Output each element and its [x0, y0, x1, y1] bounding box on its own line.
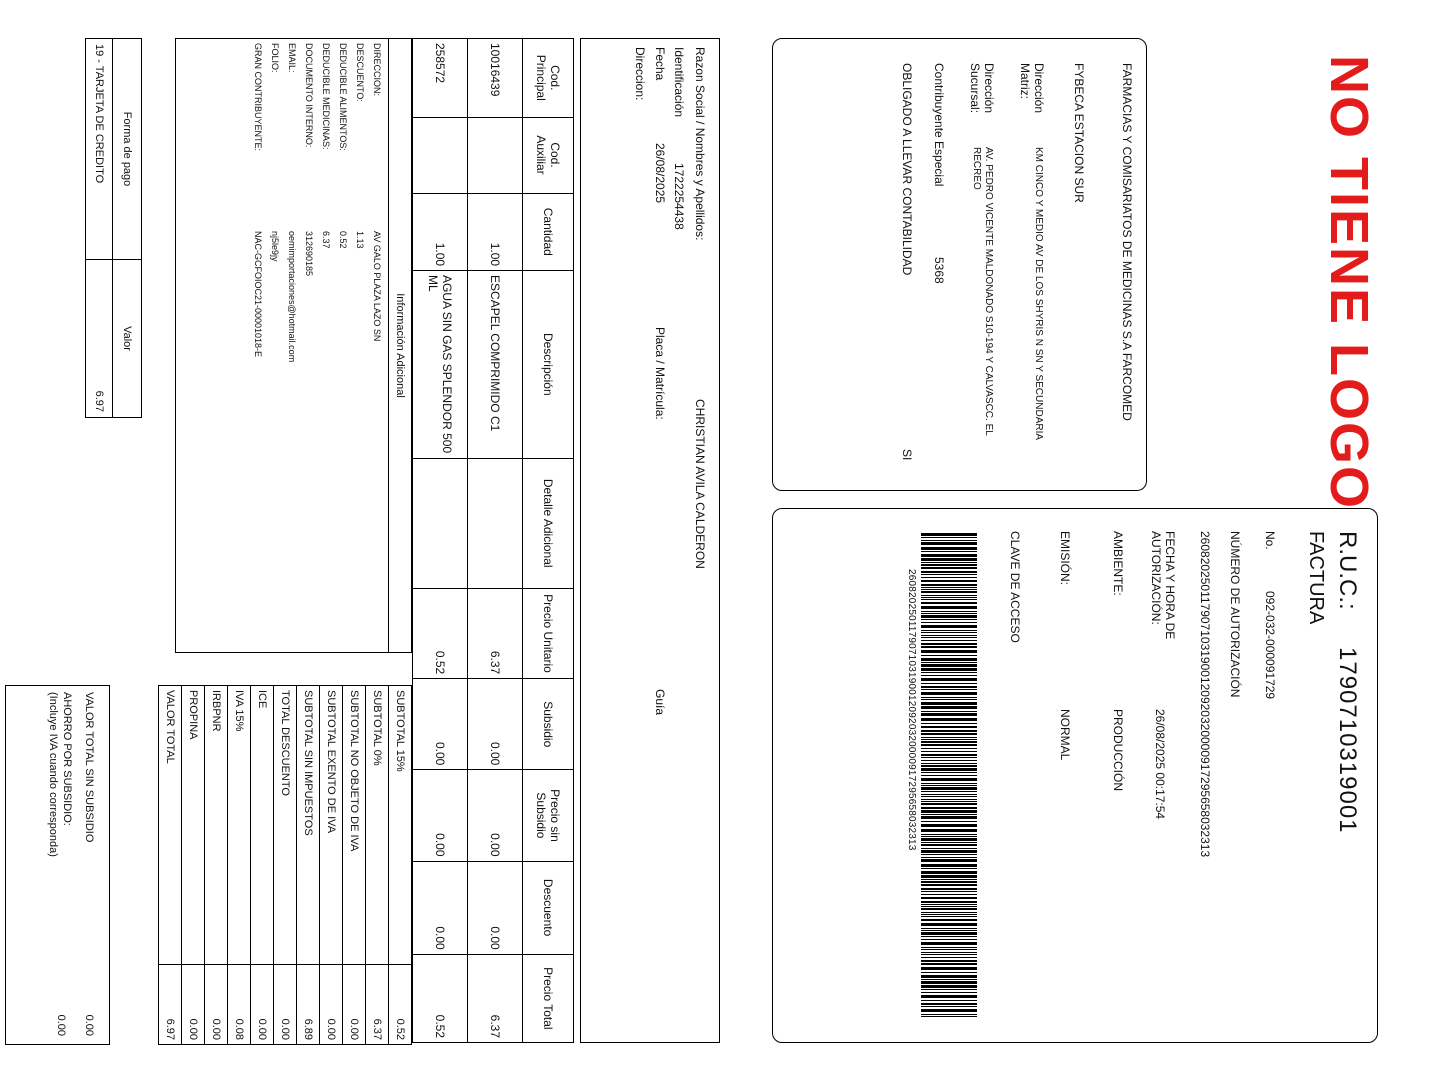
issue-date-label: Fecha: [653, 47, 667, 81]
info-value: 312690185: [304, 231, 314, 277]
barcode-bar: [921, 591, 977, 593]
barcode-bar: [921, 939, 977, 940]
barcode-bar: [921, 741, 977, 743]
barcode-graphic: [921, 531, 977, 1021]
barcode-bar: [921, 783, 977, 784]
barcode-bar: [921, 635, 977, 636]
info-value: NAC-GCFOIOC21-00001018-E: [253, 231, 263, 358]
barcode-bar: [921, 567, 977, 569]
payment-method: 19 - TARJETA DE CREDITO: [86, 39, 113, 260]
barcode-bar: [921, 916, 977, 917]
table-row: [468, 39, 523, 1043]
barcode-bar: [921, 597, 977, 598]
barcode-bar: [921, 949, 977, 950]
barcode-bar: [921, 960, 977, 962]
barcode-bar: [921, 957, 977, 958]
list-item: [249, 39, 266, 599]
info-value: 0.52: [338, 231, 348, 249]
barcode-bar: [921, 611, 977, 612]
barcode-bar: [921, 662, 977, 663]
barcode-bar: [921, 547, 977, 550]
row-quantity: 1.00: [468, 193, 523, 271]
barcode-bar: [921, 672, 977, 673]
barcode-bar: [921, 1006, 977, 1007]
customer-id: 1722254438: [672, 163, 686, 230]
customer-name-label: Razon Social / Nombres y Apellidos:: [693, 47, 707, 241]
total-value: 0.52: [389, 965, 412, 1045]
col-payment-method: Forma de pago: [113, 39, 142, 260]
barcode-text: 2608202501179071031900120920320000917295658032313: [906, 569, 917, 851]
barcode-bar: [921, 678, 977, 681]
col-total-price: Precio Total: [523, 954, 574, 1042]
customer-address-label: Direccion:: [633, 47, 647, 101]
ruc-value: 1790710319001: [1334, 647, 1361, 834]
barcode-bar: [921, 562, 977, 563]
col-additional-detail: Detalle Adicional: [523, 458, 574, 588]
barcode-bar: [921, 540, 977, 541]
barcode-bar: [921, 897, 977, 899]
info-value: nj5le9jy: [270, 231, 280, 262]
barcode-bar: [921, 564, 977, 566]
row-unit-price: 6.37: [468, 588, 523, 678]
barcode-bar: [921, 602, 977, 604]
list-item: [300, 39, 317, 599]
totals-row: [297, 686, 320, 1045]
barcode-bar: [921, 906, 977, 907]
barcode-bar: [921, 625, 977, 628]
row-main-code: 258572: [413, 39, 468, 118]
barcode-bar: [921, 711, 977, 712]
barcode-bar: [921, 640, 977, 641]
barcode-bar: [921, 923, 977, 926]
emission-value: NORMAL: [1058, 709, 1072, 761]
barcode-bar: [921, 791, 977, 792]
barcode-bar: [921, 643, 977, 645]
info-value: AV GALO PLAZA LAZO SN: [372, 231, 382, 342]
barcode-bar: [921, 942, 977, 945]
row-price-no-subsidy: 0.00: [413, 770, 468, 861]
total-value: 0.00: [343, 965, 366, 1045]
total-label: ICE: [251, 686, 274, 965]
row-discount: 0.00: [413, 861, 468, 954]
barcode-bar: [921, 954, 977, 955]
barcode-bar: [921, 542, 977, 545]
info-key: DEDUCIBLE ALIMENTOS:: [338, 43, 348, 151]
barcode-bar: [921, 726, 977, 728]
barcode-bar: [921, 992, 977, 993]
barcode-bar: [921, 884, 977, 886]
row-total-price: 6.37: [468, 954, 523, 1042]
barcode-bar: [921, 1016, 977, 1017]
barcode-bar: [921, 619, 977, 620]
authorization-box: [772, 508, 1378, 1043]
col-unit-price: Precio Unitario: [523, 588, 574, 678]
barcode-bar: [921, 754, 977, 756]
total-label: PROPINA: [182, 686, 205, 965]
ruc-label: R.U.C.:: [1334, 531, 1361, 610]
row-aux-code: [413, 117, 468, 193]
barcode-bar: [921, 1009, 977, 1012]
detail-table: [412, 38, 574, 1043]
barcode-bar: [921, 857, 977, 858]
barcode-bar: [921, 733, 977, 735]
total-label: IVA 15%: [228, 686, 251, 965]
col-main-code: Cod. Principal: [523, 39, 574, 118]
barcode-bar: [921, 868, 977, 869]
total-value: 0.08: [228, 965, 251, 1045]
barcode-bar: [921, 739, 977, 740]
barcode-bar: [921, 919, 977, 921]
totals-row: [182, 686, 205, 1045]
barcode-bar: [921, 879, 977, 880]
barcode-bar: [921, 675, 977, 676]
col-quantity: Cantidad: [523, 193, 574, 271]
row-subsidy: 0.00: [413, 679, 468, 770]
row-description: AGUA SIN GAS SPLENDOR 500 ML: [413, 271, 468, 459]
barcode-bar: [921, 904, 977, 905]
barcode-bar: [921, 658, 977, 661]
row-aux-code: [468, 117, 523, 193]
barcode-bar: [921, 748, 977, 749]
barcode-bar: [921, 778, 977, 781]
total-value: 0.00: [205, 965, 228, 1045]
customer-info-box: [580, 38, 720, 1043]
total-label: TOTAL DESCUENTO: [274, 686, 297, 965]
document-title: FACTURA: [1305, 531, 1327, 625]
barcode-bar: [921, 737, 977, 738]
invoice-number: 092-032-000091729: [1263, 591, 1277, 700]
table-row: [413, 39, 468, 1043]
barcode-bar: [921, 834, 977, 835]
emission-label: EMISIÓN:: [1058, 531, 1072, 586]
environment-label: AMBIENTE:: [1111, 531, 1125, 596]
barcode-bar: [921, 655, 977, 656]
barcode-bar: [921, 989, 977, 990]
barcode-bar: [921, 838, 977, 841]
totals-row: [228, 686, 251, 1045]
barcode-bar: [921, 810, 977, 813]
barcode-bar: [921, 613, 977, 614]
barcode-bar: [921, 697, 977, 698]
additional-info-table: [249, 39, 385, 599]
info-value: 6.37: [321, 231, 331, 249]
total-value: 0.00: [274, 965, 297, 1045]
barcode-bar: [921, 650, 977, 653]
barcode-bar: [921, 979, 977, 980]
authorization-datetime: 26/08/2025 00:17:54: [1153, 709, 1167, 820]
access-key-barcode: [921, 531, 977, 1021]
barcode-bar: [921, 891, 977, 892]
barcode-bar: [921, 952, 977, 953]
barcode-bar: [921, 864, 977, 867]
barcode-bar: [921, 554, 977, 557]
barcode-bar: [921, 689, 977, 690]
subsidy-savings-value: 0.00: [55, 1014, 67, 1036]
barcode-bar: [921, 537, 977, 538]
authorization-number-label: NÚMERO DE AUTORIZACIÓN: [1228, 531, 1242, 698]
barcode-bar: [921, 646, 977, 648]
totals-row: [320, 686, 343, 1045]
special-taxpayer-label: Contribuyente Especial: [932, 63, 946, 187]
barcode-bar: [921, 975, 977, 978]
col-payment-value: Valor: [113, 260, 142, 418]
barcode-bar: [921, 589, 977, 590]
row-unit-price: 0.52: [413, 588, 468, 678]
barcode-bar: [921, 932, 977, 935]
barcode-bar: [921, 854, 977, 855]
barcode-bar: [921, 972, 977, 973]
row-price-no-subsidy: 0.00: [468, 770, 523, 861]
barcode-bar: [921, 842, 977, 843]
info-key: EMAIL:: [287, 43, 297, 73]
info-key: DOCUMENTO INTERNO:: [304, 43, 314, 148]
totals-table: [158, 685, 412, 1045]
row-total-price: 0.52: [413, 954, 468, 1042]
info-key: GRAN CONTRIBUYENTE:: [253, 43, 263, 152]
barcode-bar: [921, 683, 977, 684]
total-value: 6.37: [366, 965, 389, 1045]
additional-info-box: [175, 38, 412, 653]
row-description: ESCAPEL COMPRIMIDO C1: [468, 271, 523, 459]
totals-row: [389, 686, 412, 1045]
total-label: SUBTOTAL 15%: [389, 686, 412, 965]
invoice-number-label: No.: [1263, 531, 1277, 550]
table-row: [86, 39, 113, 418]
barcode-bar: [921, 801, 977, 802]
barcode-bar: [921, 763, 977, 764]
barcode-bar: [921, 859, 977, 862]
barcode-bar: [921, 686, 977, 688]
issue-date: 26/08/2025: [653, 143, 667, 204]
subsidy-savings-label: AHORRO POR SUBSIDIO:: [61, 692, 73, 826]
barcode-bar: [921, 668, 977, 671]
barcode-bar: [921, 912, 977, 913]
customer-id-label: Identificación: [672, 47, 686, 118]
barcode-bar: [921, 981, 977, 984]
logo-placeholder: NO TIENE LOGO: [1319, 55, 1379, 511]
barcode-bar: [921, 768, 977, 771]
special-taxpayer-value: 5368: [932, 257, 946, 284]
total-value: 6.89: [297, 965, 320, 1045]
row-additional-detail: [413, 458, 468, 588]
barcode-bar: [921, 699, 977, 700]
barcode-bar: [921, 723, 977, 724]
barcode-bar: [921, 807, 977, 809]
barcode-bar: [921, 901, 977, 903]
authorization-number: 2608202501179071031900120920320000917295658032313: [1198, 531, 1212, 858]
barcode-bar: [921, 584, 977, 586]
barcode-bar: [921, 908, 977, 910]
barcode-bar: [921, 751, 977, 752]
info-key: FOLIO:: [270, 43, 280, 73]
list-item: [368, 39, 385, 599]
barcode-bar: [921, 787, 977, 790]
barcode-bar: [921, 875, 977, 878]
barcode-bar: [921, 881, 977, 883]
col-subsidy: Subsidio: [523, 679, 574, 770]
total-value: 0.00: [182, 965, 205, 1045]
barcode-bar: [921, 848, 977, 849]
total-label: IRBPNR: [205, 686, 228, 965]
barcode-bar: [921, 829, 977, 832]
totals-row: [159, 686, 182, 1045]
row-main-code: 10016439: [468, 39, 523, 118]
barcode-bar: [921, 772, 977, 773]
accounting-value: SI: [900, 449, 914, 461]
barcode-bar: [921, 796, 977, 797]
branch-name: FYBECA ESTACION SUR: [1072, 63, 1086, 203]
barcode-bar: [921, 702, 977, 705]
list-item: [266, 39, 283, 599]
row-subsidy: 0.00: [468, 679, 523, 770]
barcode-bar: [921, 713, 977, 716]
info-key: DIRECCION:: [372, 43, 382, 97]
barcode-bar: [921, 985, 977, 988]
authorization-datetime-label: FECHA Y HORA DE AUTORIZACIÓN:: [1149, 531, 1177, 640]
barcode-bar: [921, 1000, 977, 1001]
barcode-bar: [921, 692, 977, 695]
barcode-bar: [921, 595, 977, 596]
total-value: 0.00: [320, 965, 343, 1045]
detail-header-row: [523, 39, 574, 1043]
barcode-bar: [921, 794, 977, 795]
barcode-bar: [921, 760, 977, 761]
no-subsidy-value: 0.00: [83, 1014, 95, 1036]
row-discount: 0.00: [468, 861, 523, 954]
barcode-bar: [921, 606, 977, 609]
list-item: [317, 39, 334, 599]
list-item: [351, 39, 368, 599]
barcode-bar: [921, 1003, 977, 1005]
subsidy-box: [5, 685, 110, 1045]
customer-name: CHRISTIAN AVILA CALDERON: [693, 399, 707, 569]
barcode-bar: [921, 928, 977, 929]
col-price-no-subsidy: Precio sin Subsidio: [523, 770, 574, 861]
col-description: Descripción: [523, 271, 574, 459]
barcode-bar: [921, 894, 977, 895]
additional-info-title: Información Adicional: [388, 39, 411, 652]
barcode-bar: [921, 995, 977, 998]
barcode-bar: [921, 1014, 977, 1015]
barcode-bar: [921, 824, 977, 827]
barcode-bar: [921, 914, 977, 915]
branch-address: AV. PEDRO VICENTE MALDONADO S10-194 Y CALVASCC. EL RECREO: [971, 147, 994, 436]
no-subsidy-label: VALOR TOTAL SIN SUBSIDIO: [83, 692, 95, 843]
total-value: 0.00: [251, 965, 274, 1045]
barcode-bar: [921, 599, 977, 600]
info-value: 1.13: [355, 231, 365, 249]
barcode-bar: [921, 757, 977, 758]
barcode-bar: [921, 967, 977, 970]
barcode-bar: [921, 533, 977, 536]
accounting-label: OBLIGADO A LLEVAR CONTABILIDAD: [900, 63, 914, 276]
barcode-bar: [921, 587, 977, 588]
totals-row: [366, 686, 389, 1045]
payment-table: [85, 38, 142, 418]
company-name: FARMACIAS Y COMISARIATOS DE MEDICINAS S.A FARCOMED: [1120, 63, 1134, 421]
barcode-bar: [921, 836, 977, 837]
barcode-bar: [921, 814, 977, 815]
barcode-bar: [921, 816, 977, 819]
barcode-bar: [921, 718, 977, 721]
matrix-address: KM CINCO Y MEDIO AV DE LOS SHYRIS N SN Y SECUNDARIA: [1033, 147, 1044, 441]
totals-row: [251, 686, 274, 1045]
col-aux-code: Cod. Auxiliar: [523, 117, 574, 193]
barcode-bar: [921, 630, 977, 631]
info-key: DEDUCIBLE MEDICINAS:: [321, 43, 331, 150]
barcode-bar: [921, 844, 977, 846]
barcode-bar: [921, 551, 977, 552]
totals-row: [205, 686, 228, 1045]
company-info-box: [772, 38, 1147, 491]
list-item: [334, 39, 351, 599]
totals-row: [274, 686, 297, 1045]
row-additional-detail: [468, 458, 523, 588]
payment-value: 6.97: [86, 260, 113, 418]
total-label: SUBTOTAL SIN IMPUESTOS: [297, 686, 320, 965]
barcode-bar: [921, 574, 977, 575]
payment-header-row: [113, 39, 142, 418]
barcode-bar: [921, 615, 977, 618]
col-discount: Descuento: [523, 861, 574, 954]
barcode-bar: [921, 799, 977, 800]
barcode-bar: [921, 936, 977, 937]
barcode-bar: [921, 765, 977, 767]
barcode-bar: [921, 580, 977, 582]
total-label: SUBTOTAL EXENTO DE IVA: [320, 686, 343, 965]
environment-value: PRODUCCIÓN: [1111, 709, 1125, 792]
barcode-bar: [921, 730, 977, 732]
access-key-label: CLAVE DE ACCESO: [1008, 531, 1022, 643]
matrix-address-label: Dirección Matriz:: [1018, 63, 1046, 114]
row-quantity: 1.00: [413, 193, 468, 271]
barcode-bar: [921, 706, 977, 709]
total-label: VALOR TOTAL: [159, 686, 182, 965]
subsidy-savings-note: (Incluye IVA cuando corresponda): [47, 692, 59, 857]
barcode-bar: [921, 664, 977, 667]
barcode-bar: [921, 637, 977, 638]
barcode-bar: [921, 850, 977, 853]
barcode-bar: [921, 930, 977, 931]
barcode-bar: [921, 785, 977, 786]
totals-row: [343, 686, 366, 1045]
barcode-bar: [921, 963, 977, 965]
barcode-bar: [921, 821, 977, 822]
barcode-bar: [921, 571, 977, 573]
barcode-bar: [921, 871, 977, 874]
barcode-bar: [921, 888, 977, 890]
total-value: 6.97: [159, 965, 182, 1045]
barcode-bar: [921, 744, 977, 746]
barcode-bar: [921, 947, 977, 948]
total-label: SUBTOTAL 0%: [366, 686, 389, 965]
info-value: oemimportaciones@hotmail.com: [287, 231, 297, 363]
info-key: DESCUENTO:: [355, 43, 365, 102]
guide-label: Guía: [653, 689, 667, 716]
plate-label: Placa / Matrícula:: [653, 327, 667, 420]
list-item: [283, 39, 300, 599]
barcode-bar: [921, 558, 977, 561]
branch-address-label: Dirección Sucursal:: [968, 63, 996, 114]
barcode-bar: [921, 632, 977, 633]
barcode-bar: [921, 577, 977, 578]
barcode-bar: [921, 622, 977, 623]
barcode-bar: [921, 775, 977, 776]
barcode-bar: [921, 803, 977, 805]
total-label: SUBTOTAL NO OBJETO DE IVA: [343, 686, 366, 965]
